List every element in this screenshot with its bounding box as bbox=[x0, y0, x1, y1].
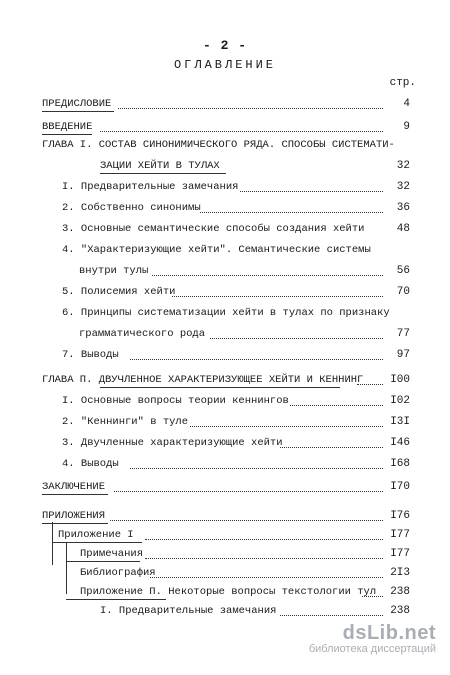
toc-page: I76 bbox=[390, 510, 410, 522]
leader-dots bbox=[357, 384, 383, 385]
toc-page: 56 bbox=[396, 265, 410, 277]
toc-entry: 5. Полисемия хейти bbox=[62, 286, 176, 298]
toc-entry: 7. Выводы bbox=[62, 349, 119, 361]
leader-dots bbox=[240, 191, 383, 192]
leader-dots bbox=[190, 426, 383, 427]
bracket-line bbox=[52, 522, 53, 565]
toc-page: 238 bbox=[390, 586, 410, 598]
underline bbox=[66, 561, 140, 562]
leader-dots bbox=[290, 405, 383, 406]
leader-dots bbox=[172, 296, 383, 297]
toc-entry-appendix-1: Приложение I bbox=[58, 529, 134, 541]
underline bbox=[66, 599, 166, 600]
toc-page: 97 bbox=[396, 349, 410, 361]
toc-page: I46 bbox=[390, 437, 410, 449]
toc-entry: Примечания bbox=[80, 548, 144, 560]
toc-entry: I. Предварительные замечания bbox=[100, 605, 277, 617]
toc-entry: 2. "Кеннинги" в туле bbox=[62, 416, 189, 428]
watermark-logo: dsLib.net bbox=[342, 622, 436, 644]
toc-entry-conclusion: ЗАКЛЮЧЕНИЕ bbox=[42, 481, 106, 493]
toc-chapter-2: ГЛАВА П. ДВУЧЛЕННОЕ ХАРАКТЕРИЗУЮЩЕЕ ХЕЙТИ И КЕННИНГ bbox=[42, 374, 364, 386]
toc-entry: I. Основные вопросы теории кеннингов bbox=[62, 395, 289, 407]
toc-page: 48 bbox=[396, 223, 410, 235]
toc-page: I00 bbox=[390, 374, 410, 386]
toc-page: I68 bbox=[390, 458, 410, 470]
leader-dots bbox=[280, 615, 383, 616]
toc-entry: 6. Принципы систематизации хейти в тулах по признаку bbox=[62, 307, 390, 319]
toc-entry-appendix-2: Приложение П. Некоторые вопросы текстологии тул bbox=[80, 586, 377, 598]
leader-dots bbox=[110, 520, 383, 521]
toc-entry: 2. Собственно синонимы bbox=[62, 202, 201, 214]
page-column-header: стр. bbox=[389, 77, 416, 89]
watermark bbox=[309, 622, 436, 655]
toc-entry: 4. "Характеризующие хейти". Семантические системы bbox=[62, 244, 371, 256]
leader-dots bbox=[145, 558, 383, 559]
leader-dots bbox=[130, 359, 383, 360]
toc-page: I02 bbox=[390, 395, 410, 407]
toc-entry-continuation: грамматического рода bbox=[79, 328, 206, 340]
toc-chapter-1-line2: ЗАЦИИ ХЕЙТИ В ТУЛАХ bbox=[100, 160, 220, 172]
toc-entry-continuation: внутри тулы bbox=[79, 265, 149, 277]
toc-page: I70 bbox=[390, 481, 410, 493]
toc-page: 4 bbox=[403, 98, 410, 110]
toc-page: 32 bbox=[396, 160, 410, 172]
leader-dots bbox=[145, 539, 383, 540]
leader-dots bbox=[118, 108, 383, 109]
leader-dots bbox=[150, 577, 383, 578]
toc-page: I77 bbox=[390, 548, 410, 560]
toc-page: I3I bbox=[390, 416, 410, 428]
leader-dots bbox=[200, 212, 383, 213]
toc-entry-introduction: ВВЕДЕНИЕ bbox=[42, 121, 93, 133]
toc-page: 70 bbox=[396, 286, 410, 298]
leader-dots bbox=[210, 338, 383, 339]
leader-dots bbox=[130, 468, 383, 469]
toc-entry-preface: ПРЕДИСЛОВИЕ bbox=[42, 98, 112, 110]
watermark-subtitle: библиотека диссертаций bbox=[308, 643, 436, 655]
toc-entry: I. Предварительные замечания bbox=[62, 181, 239, 193]
underline bbox=[100, 173, 226, 174]
toc-page: 36 bbox=[396, 202, 410, 214]
underline bbox=[42, 111, 114, 112]
toc-entry: 3. Двучленные характеризующие хейти bbox=[62, 437, 283, 449]
toc-page: 238 bbox=[390, 605, 410, 617]
toc-entry-appendices: ПРИЛОЖЕНИЯ bbox=[42, 510, 106, 522]
toc-page: I77 bbox=[390, 529, 410, 541]
toc-chapter-1-line1: ГЛАВА I. СОСТАВ СИНОНИМИЧЕСКОГО РЯДА. СПОСОБЫ СИСТЕМАТИ- bbox=[42, 139, 395, 151]
underline bbox=[42, 494, 108, 495]
toc-page: 32 bbox=[396, 181, 410, 193]
toc-entry: 3. Основные семантические способы создания хейти bbox=[62, 223, 365, 235]
leader-dots bbox=[280, 447, 383, 448]
bracket-line bbox=[66, 542, 67, 594]
toc-page: 9 bbox=[403, 121, 410, 133]
leader-dots bbox=[100, 131, 383, 132]
toc-entry: Библиография bbox=[80, 567, 156, 579]
toc-entry: 4. Выводы bbox=[62, 458, 119, 470]
leader-dots bbox=[362, 596, 383, 597]
leader-dots bbox=[114, 491, 383, 492]
underline bbox=[100, 387, 340, 388]
toc-page: 77 bbox=[396, 328, 410, 340]
underline bbox=[42, 134, 92, 135]
page-number: - 2 - bbox=[202, 38, 247, 53]
toc-title: ОГЛАВЛЕНИЕ bbox=[173, 58, 276, 72]
toc-page: 2I3 bbox=[390, 567, 410, 579]
leader-dots bbox=[152, 275, 383, 276]
